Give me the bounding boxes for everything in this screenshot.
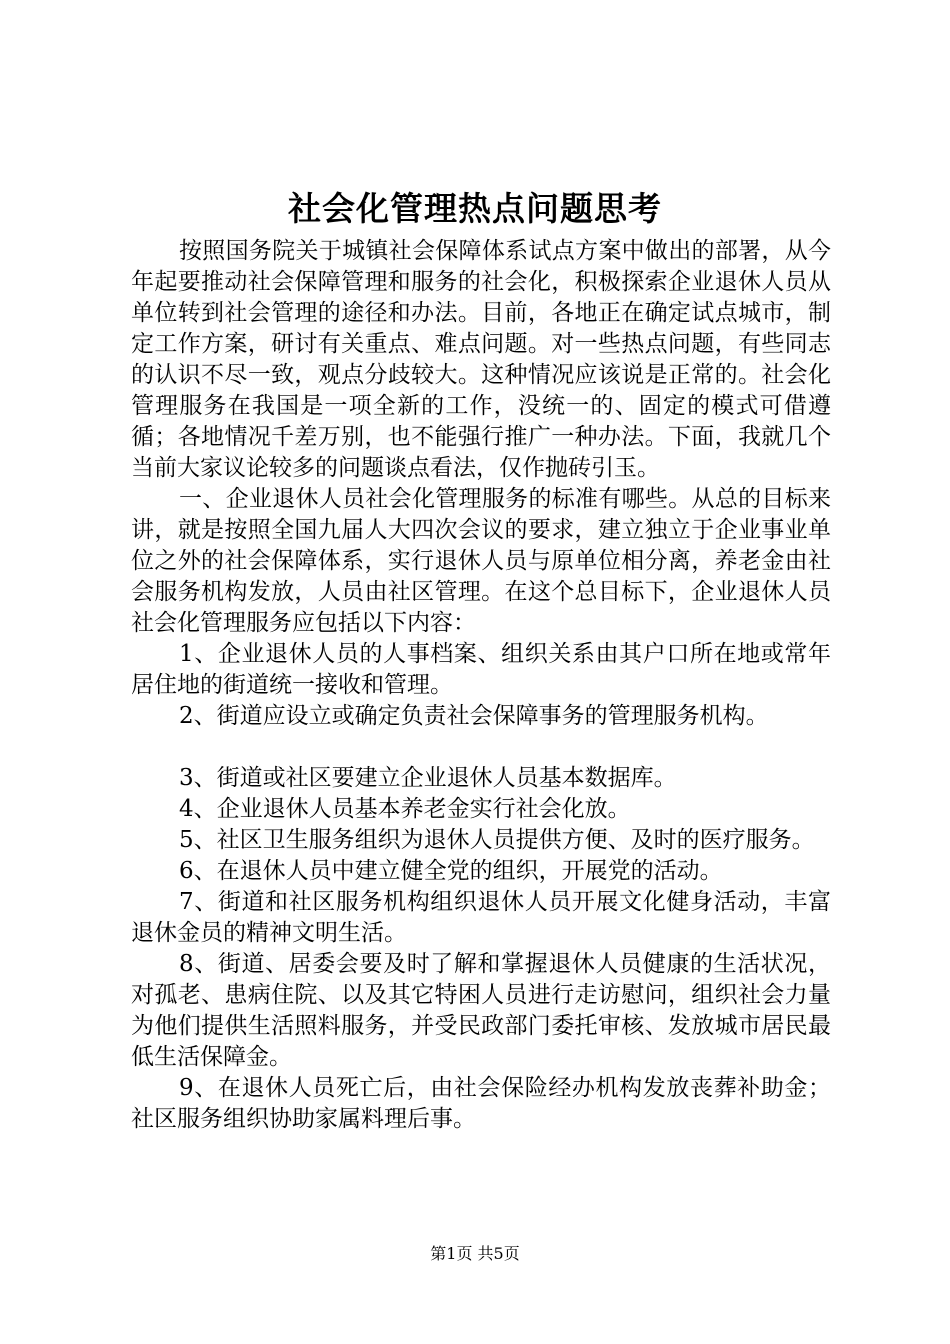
list-item-2: 2、街道应设立或确定负责社会保障事务的管理服务机构。	[179, 703, 769, 729]
list-item-8: 8、街道、居委会要及时了解和掌握退休人员健康的生活状况，对孤老、患病住院、以及其它特困人员进行走访慰问，组织社会力量为他们提供生活照料服务，并受民政部门委托审核、发放城市居民最低生活保障金。	[131, 951, 831, 1070]
document-body	[131, 236, 831, 1135]
document-title: 社会化管理热点问题思考	[288, 189, 662, 228]
list-item-5: 5、社区卫生服务组织为退休人员提供方便、及时的医疗服务。	[179, 827, 815, 853]
paragraph-intro: 按照国务院关于城镇社会保障体系试点方案中做出的部署，从今年起要推动社会保障管理和服务的社会化，积极探索企业退休人员从单位转到社会管理的途径和办法。目前，各地正在确定试点城市，制定工作方案，研讨有关重点、难点问题。对一些热点问题，有些同志的认识不尽一致，观点分歧较大。这种情况应该说是正常的。社会化管理服务在我国是一项全新的工作，没统一的、固定的模式可借遵循；各地情况千差万别，也不能强行推广一种办法。下面，我就几个当前大家议论较多的问题谈点看法，仅作抛砖引玉。	[131, 238, 831, 481]
page-footer: 第1页 共5页	[430, 1244, 520, 1263]
paragraph-section-1: 一、企业退休人员社会化管理服务的标准有哪些。从总的目标来讲，就是按照全国九届人大四次会议的要求，建立独立于企业事业单位之外的社会保障体系，实行退休人员与原单位相分离，养老金由社会服务机构发放，人员由社区管理。在这个总目标下，企业退休人员社会化管理服务应包括以下内容：	[131, 486, 831, 636]
list-item-9: 9、在退休人员死亡后，由社会保险经办机构发放丧葬补助金；社区服务组织协助家属料理后事。	[131, 1075, 831, 1132]
list-item-3: 3、街道或社区要建立企业退休人员基本数据库。	[179, 765, 677, 791]
list-item-4: 4、企业退休人员基本养老金实行社会化放。	[179, 796, 631, 822]
list-item-1: 1、企业退休人员的人事档案、组织关系由其户口所在地或常年居住地的街道统一接收和管理。	[131, 641, 831, 698]
list-item-7: 7、街道和社区服务机构组织退休人员开展文化健身活动，丰富退休金员的精神文明生活。	[131, 889, 831, 946]
list-item-6: 6、在退休人员中建立健全党的组织，开展党的活动。	[179, 858, 723, 884]
